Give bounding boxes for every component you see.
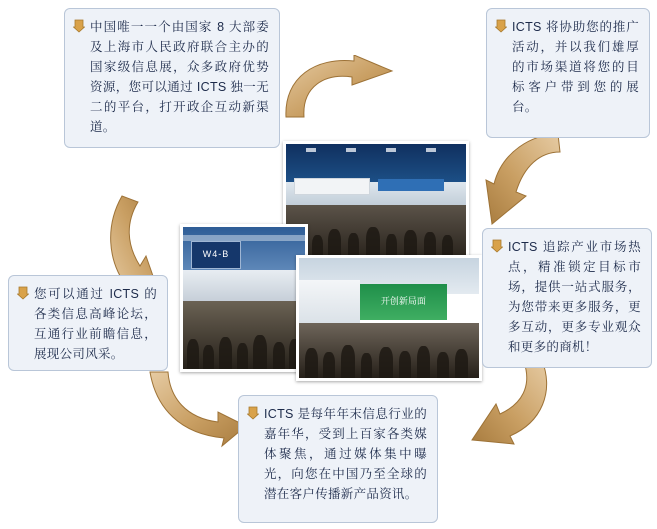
photo-green-booth — [296, 255, 482, 381]
callout-top-left-text: 中国唯一一个由国家 8 大部委及上海市人民政府联合主办的国家级信息展，众多政府优势资源，您可以通过 ICTS 独一无二的平台，打开政企互动新渠道。 — [90, 20, 269, 134]
callout-top-right[interactable] — [486, 8, 650, 138]
down-arrow-bullet-icon — [247, 406, 259, 420]
down-arrow-bullet-icon — [491, 239, 503, 253]
photo-booth-sign — [180, 224, 308, 372]
photo-left-hall-code: W4-B — [202, 249, 230, 259]
callout-bottom-text: ICTS 是每年年末信息行业的嘉年华，受到上百家各类媒体聚焦，通过媒体集中曝光，向您在中国乃至全球的潜在客户传播新产品资讯。 — [264, 407, 427, 501]
arrow-top-left-to-top-right — [280, 55, 400, 125]
arrow-top-right-to-right — [480, 128, 570, 233]
photo-top-sign — [294, 178, 370, 195]
callout-right[interactable] — [482, 228, 652, 368]
photo-bottom-banner — [360, 284, 446, 320]
arrow-bottom-to-left — [140, 368, 250, 458]
down-arrow-bullet-icon — [495, 19, 507, 33]
photo-exhibition-hall — [283, 141, 469, 260]
arrow-right-to-bottom — [470, 356, 570, 451]
down-arrow-bullet-icon — [17, 286, 29, 300]
callout-top-left[interactable] — [64, 8, 280, 148]
callout-left-text: 您可以通过 ICTS 的各类信息高峰论坛，互通行业前瞻信息，展现公司风采。 — [34, 287, 157, 361]
callout-top-right-text: ICTS 将协助您的推广活动，并以我们雄厚的市场渠道将您的目标客户带到您的展台。 — [512, 20, 639, 114]
callout-right-text: ICTS 追踪产业市场热点，精准锁定目标市场，提供一站式服务，为您带来更多服务，更多互动，更多专业观众和更多的商机！ — [508, 240, 641, 354]
photo-left-hall-plate — [191, 241, 241, 269]
callout-bottom[interactable] — [238, 395, 438, 523]
photo-bottom-banner-text: 开创新局面 — [380, 296, 426, 307]
down-arrow-bullet-icon — [73, 19, 85, 33]
callout-left[interactable] — [8, 275, 168, 371]
